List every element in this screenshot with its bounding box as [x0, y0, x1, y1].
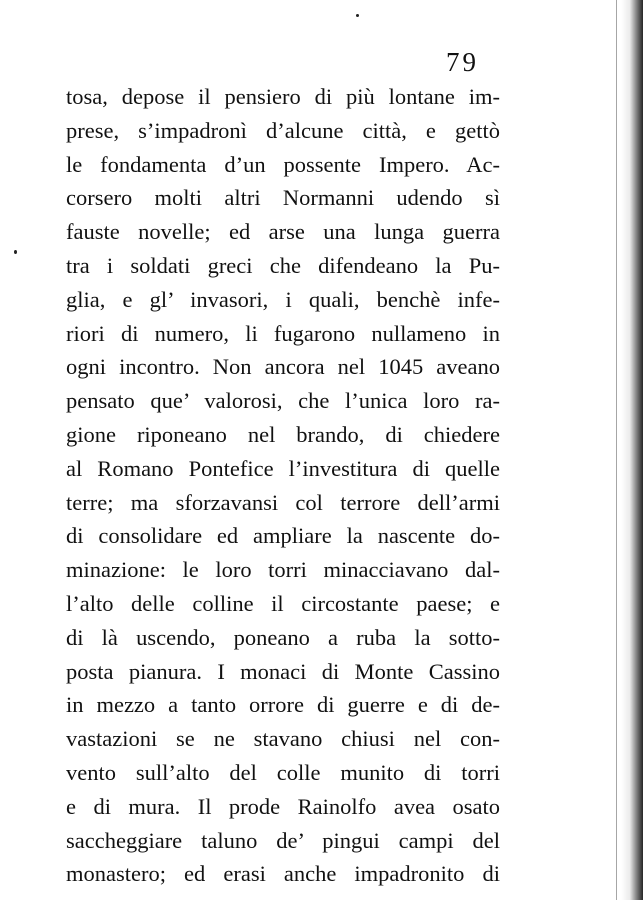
- text-line: tra i soldati greci che difendeano la Pu-: [66, 252, 500, 278]
- text-line: l’alto delle colline il circostante paese; e: [66, 590, 500, 616]
- text-line: in mezzo a tanto orrore di guerre e di de-: [66, 692, 500, 718]
- text-line: ogni incontro. Non ancora nel 1045 aveano: [66, 354, 500, 380]
- ink-speck: [14, 250, 17, 254]
- text-line: vastazioni se ne stavano chiusi nel con-: [66, 726, 500, 752]
- gutter-shadow: [621, 0, 643, 900]
- text-line: di là uscendo, poneano a ruba la sotto-: [66, 624, 500, 650]
- text-line: tosa, depose il pensiero di più lontane im-: [66, 84, 500, 109]
- text-line: fauste novelle; ed arse una lunga guerra: [66, 219, 500, 245]
- text-line: al Romano Pontefice l’investitura di quelle: [66, 455, 500, 481]
- text-line: saccheggiare taluno de’ pingui campi del: [66, 827, 500, 853]
- text-line: minazione: le loro torri minacciavano dal-: [66, 557, 500, 583]
- text-line: vento sull’alto del colle munito di torri: [66, 759, 500, 785]
- text-line: monastero; ed erasi anche impadronito di: [66, 861, 500, 887]
- ink-speck: [356, 14, 359, 17]
- body-text: [66, 80, 500, 891]
- text-line: e di mura. Il prode Rainolfo avea osato: [66, 793, 500, 819]
- text-line: pensato que’ valorosi, che l’unica loro ra-: [66, 388, 500, 414]
- text-line: posta pianura. I monaci di Monte Cassino: [66, 658, 500, 684]
- text-line: terre; ma sforzavansi col terrore dell’armi: [66, 489, 500, 515]
- text-line: riori di numero, li fugarono nullameno in: [66, 320, 500, 346]
- text-line: di consolidare ed ampliare la nascente do-: [66, 523, 500, 549]
- text-line: gione riponeano nel brando, di chiedere: [66, 421, 500, 447]
- gutter-line: [616, 0, 617, 900]
- page-number: 79: [446, 47, 479, 77]
- text-line: prese, s’impadronì d’alcune città, e gettò: [66, 117, 500, 143]
- text-line: corsero molti altri Normanni udendo sì: [66, 185, 500, 211]
- text-line: glia, e gl’ invasori, i quali, benchè infe-: [66, 286, 500, 312]
- text-line: le fondamenta d’un possente Impero. Ac-: [66, 151, 500, 177]
